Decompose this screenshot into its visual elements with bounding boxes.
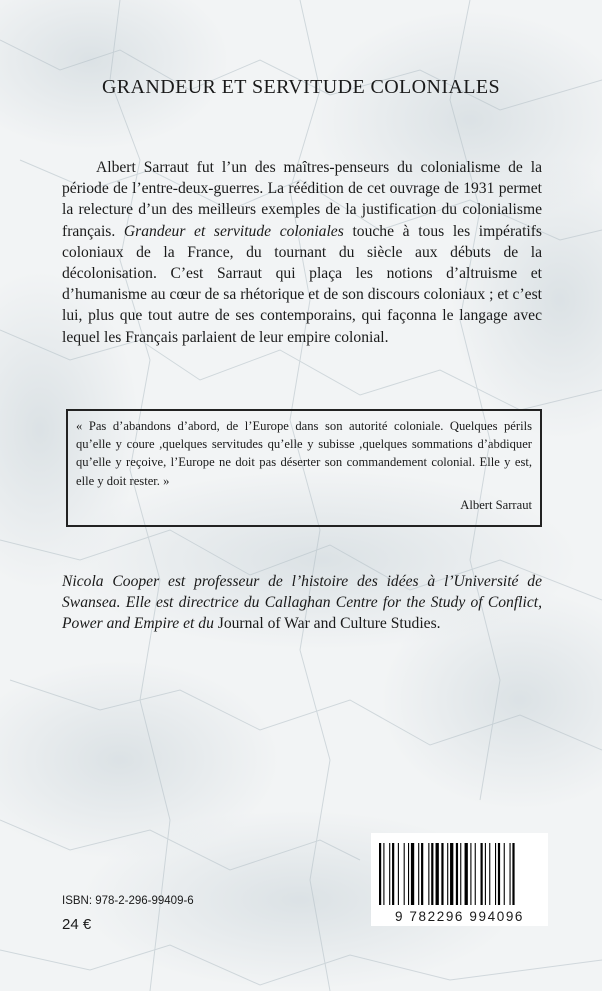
quote-author: Albert Sarraut (460, 498, 532, 512)
summary-book-title: Grandeur et servitude coloniales (123, 222, 344, 240)
barcode (371, 833, 548, 926)
barcode-bar (398, 843, 399, 905)
barcode-bar (379, 843, 381, 905)
quote-text: « Pas d’abandons d’abord, de l’Europe dans son autorité coloniale. Quelques périls qu’elle y coure ,quelques servitudes qu’elle y subisse ,quelques sommations d’abdiquer qu’elle y reçoive, l’Europe ne doit pas déserter son commandement colonial. Elle y est, elle y doit rester. » (76, 419, 532, 488)
barcode-bar (460, 843, 461, 905)
barcode-bar (510, 843, 511, 905)
barcode-bar (512, 843, 514, 905)
author-bio (62, 571, 542, 635)
isbn-label: ISBN: 978-2-296-99409-6 (62, 895, 194, 907)
summary-text-2: touche à tous les impératifs coloniaux de la France, du tournant du siècle aux débuts de la décolonisation. C’est Sarraut qui plaça les notions d’altruisme et d’humanisme au cœur de sa rhétorique et de son discours coloniaux ; et c’est lui, plus que tout autre de ses contemporains, qui façonna le langage avec lequel les Français parlaient de leur empire colonial. (62, 222, 542, 346)
barcode-bar (383, 843, 384, 905)
barcode-bar (485, 843, 486, 905)
barcode-bar (498, 843, 500, 905)
barcode-bar (421, 843, 423, 905)
barcode-bar (475, 843, 476, 905)
barcode-bar (489, 843, 490, 905)
book-title: GRANDEUR ET SERVITUDE COLONIALES (101, 76, 501, 98)
barcode-bar (411, 843, 414, 905)
barcode-bar (408, 843, 409, 905)
barcode-bar (447, 843, 448, 905)
price-label: 24 € (62, 916, 92, 933)
author-bio-roman: Journal of War and Culture Studies. (213, 615, 441, 633)
barcode-bar (456, 843, 458, 905)
barcode-bar (389, 843, 390, 905)
barcode-bar (436, 843, 439, 905)
barcode-bar (465, 843, 468, 905)
barcode-bar (495, 843, 496, 905)
barcode-bars (379, 843, 540, 905)
barcode-bar (504, 843, 505, 905)
barcode-bar (428, 843, 429, 905)
author-bio-italic: Nicola Cooper est professeur de l’histoire des idées à l’Université de Swansea. Elle est directrice du Callaghan Centre for the Study of Conflict, Power and Empire et du (62, 573, 542, 633)
summary-text-1: Albert Sarraut fut l’un des maîtres-penseurs du colonialisme de la période de l’entre-deux-guerres. La réédition de cet ouvrage de 1931 permet la relecture d’un des meilleurs exemples de la justification du colonialisme français. (62, 159, 542, 240)
barcode-bar (450, 843, 453, 905)
barcode-bar (392, 843, 394, 905)
barcode-bar (441, 843, 443, 905)
summary-paragraph (62, 157, 542, 348)
quote-box (66, 409, 542, 527)
barcode-bar (431, 843, 433, 905)
barcode-bar (481, 843, 483, 905)
barcode-bar (404, 843, 405, 905)
barcode-bar (470, 843, 471, 905)
barcode-bar (418, 843, 419, 905)
barcode-number: 9 782296 994096 (394, 909, 525, 924)
